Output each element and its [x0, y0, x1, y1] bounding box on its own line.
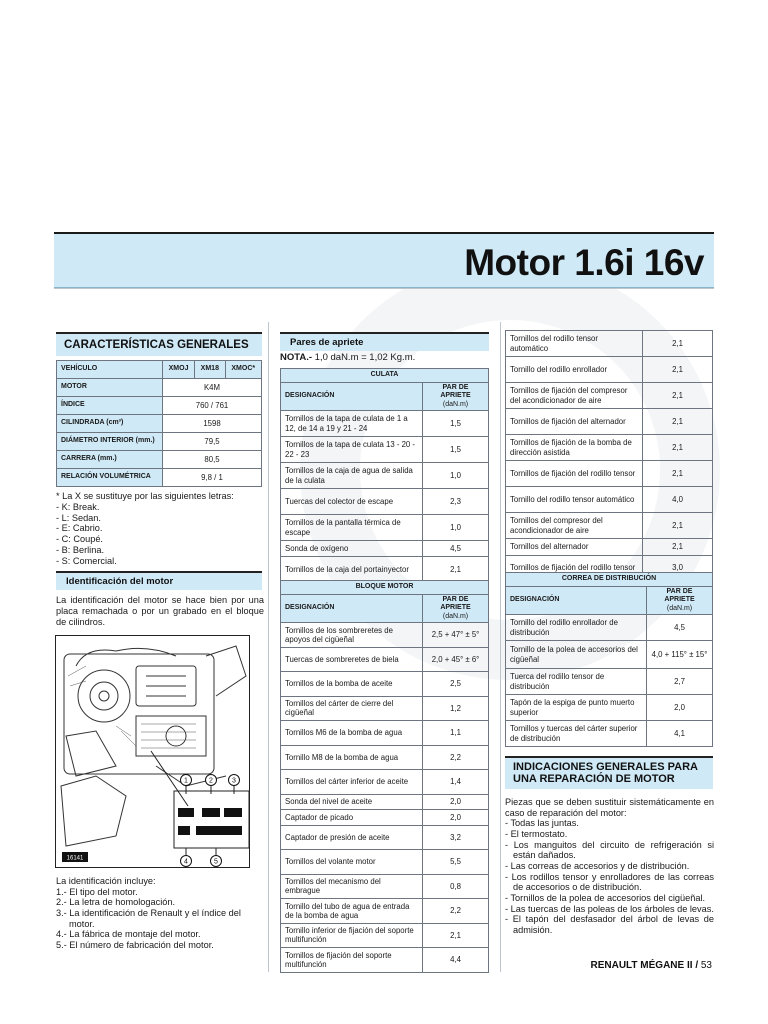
page-footer	[591, 960, 713, 971]
caracteristicas-row	[57, 415, 262, 433]
callout-3: 3	[232, 777, 236, 785]
nota-text: 1,0 daN.m = 1,02 Kg.m.	[312, 352, 416, 363]
col-par-apriete	[423, 595, 489, 623]
table-row	[281, 411, 489, 437]
table-row	[281, 437, 489, 463]
table-row	[506, 513, 713, 539]
callout-2: 2	[209, 777, 213, 785]
identificacion-intro: La identificación del motor se hace bien por una placa remachada o por un grabado en el bloque de cilindros.	[56, 595, 264, 628]
list-item: 3.- La identificación de Renault y el índice del motor.	[56, 908, 241, 929]
indicaciones-item: - El tapón del desfasador del árbol de levas de admisión.	[505, 914, 714, 936]
table-row	[281, 794, 489, 810]
bloque-table	[280, 580, 489, 973]
list-item: 4.- La fábrica de montaje del motor.	[56, 929, 201, 940]
column-divider	[500, 322, 501, 972]
note-line: - S: Comercial.	[56, 555, 117, 566]
indicaciones-item: - El termostato.	[505, 829, 568, 840]
note-line: * La X se sustituye por las siguientes letras:	[56, 491, 234, 501]
letters-note	[56, 491, 266, 566]
par-value-cell: 0,8	[423, 874, 489, 899]
col-par-apriete	[423, 383, 489, 411]
caracteristicas-label: DIÁMETRO INTERIOR (mm.)	[57, 433, 163, 451]
par-value-cell: 2,1	[423, 557, 489, 583]
page-number: 53	[700, 960, 712, 971]
par-value-cell: 2,1	[643, 383, 713, 409]
table-row	[506, 669, 713, 695]
par-value-cell: 2,0	[423, 794, 489, 810]
table-row	[506, 721, 713, 747]
designacion-cell: Tornillos de fijación del alternador	[506, 409, 643, 435]
par-value-cell: 2,0	[423, 810, 489, 826]
par-value-cell: 4,0	[643, 487, 713, 513]
table-header-row	[281, 383, 489, 411]
table-row	[281, 923, 489, 948]
table-title: CORREA DE DISTRIBUCIÓN	[506, 573, 713, 587]
designacion-cell: Tornillo del rodillo tensor automático	[506, 487, 643, 513]
table-row	[281, 810, 489, 826]
designacion-cell: Sonda de oxígeno	[281, 541, 423, 557]
par-value-cell: 4,1	[647, 721, 713, 747]
table-title-row	[281, 581, 489, 595]
list-item: 2.- La letra de homologación.	[56, 897, 176, 908]
designacion-cell: Tornillos de fijación del rodillo tensor	[506, 555, 643, 581]
table-header-row	[281, 595, 489, 623]
table-row	[506, 695, 713, 721]
designacion-cell: Tornillos de la bomba de aceite	[281, 672, 423, 697]
table-row	[281, 770, 489, 795]
pares-nota	[280, 352, 492, 363]
table-row	[506, 331, 713, 357]
note-line: - B: Berlina.	[56, 544, 104, 555]
par-value-cell: 1,5	[423, 437, 489, 463]
designacion-cell: Sonda del nivel de aceite	[281, 794, 423, 810]
note-line: - E: Cabrio.	[56, 523, 103, 534]
designacion-cell: Tornillos de fijación de la bomba de dirección asistida	[506, 435, 643, 461]
table-row	[281, 489, 489, 515]
designacion-cell: Tornillos y tuercas del cárter superior de distribución	[506, 721, 647, 747]
par-value-cell: 5,5	[423, 850, 489, 875]
designacion-cell: Tornillos del volante motor	[281, 850, 423, 875]
designacion-cell: Tuercas del colector de escape	[281, 489, 423, 515]
col-vehiculo: VEHÍCULO	[57, 361, 163, 379]
caracteristicas-value: 80,5	[163, 451, 262, 469]
indicaciones-item: - Las tuercas de las poleas de los árboles de levas.	[505, 903, 714, 914]
col-par-label: PAR DE APRIETE	[440, 596, 471, 612]
par-value-cell: 2,3	[423, 489, 489, 515]
caracteristicas-value: K4M	[163, 379, 262, 397]
note-line: - C: Coupé.	[56, 534, 103, 545]
par-value-cell: 4,0 + 115° ± 15°	[647, 641, 713, 669]
par-value-cell: 2,1	[643, 409, 713, 435]
designacion-cell: Tornillos de la caja del portainyector	[281, 557, 423, 583]
par-value-cell: 4,5	[647, 615, 713, 641]
callout-4: 4	[184, 858, 188, 866]
par-value-cell: 2,5 + 47° ± 5°	[423, 623, 489, 648]
col-xmoc: XMOC*	[225, 361, 261, 379]
column-divider	[268, 322, 269, 972]
table-row	[281, 557, 489, 583]
designacion-cell: Tornillo de la polea de accesorios del cigüeñal	[506, 641, 647, 669]
designacion-cell: Tornillos M6 de la bomba de agua	[281, 721, 423, 746]
designacion-cell: Tornillo inferior de fijación del soporte multifunción	[281, 923, 423, 948]
table-row	[506, 615, 713, 641]
designacion-cell: Tornillos de fijación del compresor del acondicionador de aire	[506, 383, 643, 409]
table-row	[506, 383, 713, 409]
table-row	[281, 899, 489, 924]
par-value-cell: 2,5	[423, 672, 489, 697]
engine-figure	[55, 635, 250, 868]
nota-label: NOTA.-	[280, 352, 313, 363]
indicaciones-intro: Piezas que se deben sustituir sistemáticamente en caso de reparación del motor:	[505, 797, 714, 818]
list-item: 1.- El tipo del motor.	[56, 886, 138, 897]
par-value-cell: 1,0	[423, 515, 489, 541]
table-title-row	[281, 369, 489, 383]
col-par-label: PAR DE APRIETE	[664, 588, 695, 604]
table-row	[281, 541, 489, 557]
col-designacion: DESIGNACIÓN	[506, 587, 647, 615]
table-row	[506, 461, 713, 487]
correa-table	[505, 572, 713, 747]
caracteristicas-label: CARRERA (mm.)	[57, 451, 163, 469]
table-row	[281, 515, 489, 541]
caracteristicas-value: 760 / 761	[163, 397, 262, 415]
table-row	[281, 721, 489, 746]
col-par-unit: (daN.m)	[666, 604, 693, 612]
culata-table	[280, 368, 489, 583]
indicaciones-item: - Las correas de accesorios y de distribución.	[505, 861, 690, 872]
accesorios-table	[505, 330, 713, 582]
table-row	[281, 874, 489, 899]
table-row	[281, 623, 489, 648]
caracteristicas-value: 9,8 / 1	[163, 469, 262, 487]
indicaciones-item: - Los manguitos del circuito de refrigeración si están dañados.	[505, 839, 714, 861]
designacion-cell: Captador de presión de aceite	[281, 825, 423, 850]
table-row	[281, 463, 489, 489]
designacion-cell: Tuerca del rodillo tensor de distribución	[506, 669, 647, 695]
par-value-cell: 1,4	[423, 770, 489, 795]
caracteristicas-label: CILINDRADA (cm³)	[57, 415, 163, 433]
designacion-cell: Tornillo M8 de la bomba de agua	[281, 745, 423, 770]
table-row	[281, 745, 489, 770]
col-par-unit: (daN.m)	[442, 400, 469, 408]
caracteristicas-value: 79,5	[163, 433, 262, 451]
caracteristicas-heading: CARACTERÍSTICAS GENERALES	[56, 332, 262, 356]
par-value-cell: 2,2	[423, 899, 489, 924]
table-row	[281, 948, 489, 973]
par-value-cell: 2,0 + 45° ± 6°	[423, 647, 489, 672]
col-xmoj: XMOJ	[163, 361, 195, 379]
col-designacion: DESIGNACIÓN	[281, 383, 423, 411]
designacion-cell: Tornillos de los sombreretes de apoyos del cigüeñal	[281, 623, 423, 648]
figure-code: 16141	[66, 855, 84, 862]
indicaciones-item: - Los rodillos tensor y enrolladores de las correas de accesorios o de distribución.	[505, 871, 714, 893]
par-value-cell: 3,0	[643, 555, 713, 581]
designacion-cell: Tornillos de la pantalla térmica de escape	[281, 515, 423, 541]
designacion-cell: Tornillo del rodillo enrollador	[506, 357, 643, 383]
table-row	[506, 539, 713, 556]
par-value-cell: 2,1	[643, 357, 713, 383]
designacion-cell: Tornillos de la tapa de culata de 1 a 12, de 14 a 19 y 21 - 24	[281, 411, 423, 437]
indicaciones-heading	[505, 756, 713, 789]
par-value-cell: 1,2	[423, 696, 489, 721]
caracteristicas-row	[57, 451, 262, 469]
caracteristicas-label: RELACIÓN VOLUMÉTRICA	[57, 469, 163, 487]
col-par-apriete	[647, 587, 713, 615]
designacion-cell: Tuercas de sombreretes de biela	[281, 647, 423, 672]
col-par-label: PAR DE APRIETE	[440, 384, 471, 400]
table-row	[281, 696, 489, 721]
designacion-cell: Captador de picado	[281, 810, 423, 826]
divider	[54, 288, 714, 289]
caracteristicas-table	[56, 360, 262, 487]
table-title: CULATA	[281, 369, 489, 383]
designacion-cell: Tornillos del cárter inferior de aceite	[281, 770, 423, 795]
par-value-cell: 3,2	[423, 825, 489, 850]
par-value-cell: 4,4	[423, 948, 489, 973]
table-row	[506, 409, 713, 435]
caracteristicas-value: 1598	[163, 415, 262, 433]
par-value-cell: 2,1	[643, 539, 713, 556]
designacion-cell: Tornillos del mecanismo del embrague	[281, 874, 423, 899]
designacion-cell: Tornillo del tubo de agua de entrada de la bomba de agua	[281, 899, 423, 924]
table-header-row	[506, 587, 713, 615]
footer-brand: RENAULT MÉGANE II /	[590, 960, 701, 971]
identificacion-list	[56, 876, 266, 951]
designacion-cell: Tornillos del compresor del acondicionador de aire	[506, 513, 643, 539]
page-header	[54, 232, 714, 288]
table-row	[281, 825, 489, 850]
caracteristicas-row	[57, 469, 262, 487]
page-title: Motor 1.6i 16v	[464, 242, 704, 283]
col-xm18: XM18	[195, 361, 225, 379]
caracteristicas-row	[57, 397, 262, 415]
table-title-row	[506, 573, 713, 587]
designacion-cell: Tornillo del rodillo enrollador de distribución	[506, 615, 647, 641]
indicaciones-heading-line: UNA REPARACIÓN DE MOTOR	[513, 772, 675, 785]
table-row	[281, 647, 489, 672]
indicaciones-heading-line: INDICACIONES GENERALES PARA	[513, 761, 698, 773]
caracteristicas-label: MOTOR	[57, 379, 163, 397]
table-title: BLOQUE MOTOR	[281, 581, 489, 595]
par-value-cell: 1,1	[423, 721, 489, 746]
designacion-cell: Tornillos de fijación del rodillo tensor	[506, 461, 643, 487]
par-value-cell: 2,1	[643, 435, 713, 461]
par-value-cell: 2,0	[647, 695, 713, 721]
par-value-cell: 2,1	[643, 461, 713, 487]
caracteristicas-row	[57, 433, 262, 451]
engine-drawing	[56, 636, 250, 868]
par-value-cell: 4,5	[423, 541, 489, 557]
caracteristicas-label: ÍNDICE	[57, 397, 163, 415]
table-row	[506, 435, 713, 461]
designacion-cell: Tapón de la espiga de punto muerto superior	[506, 695, 647, 721]
designacion-cell: Tornillos del cárter de cierre del cigüeñal	[281, 696, 423, 721]
callout-1: 1	[184, 777, 188, 785]
par-value-cell: 2,1	[643, 331, 713, 357]
col-par-unit: (daN.m)	[442, 612, 469, 620]
indicaciones-body	[505, 797, 714, 936]
par-value-cell: 2,7	[647, 669, 713, 695]
note-line: - L: Sedan.	[56, 512, 101, 523]
par-value-cell: 2,1	[643, 513, 713, 539]
par-value-cell: 2,1	[423, 923, 489, 948]
note-line: - K: Break.	[56, 501, 100, 512]
table-row	[506, 641, 713, 669]
par-value-cell: 2,2	[423, 745, 489, 770]
designacion-cell: Tornillos de fijación del soporte multifunción	[281, 948, 423, 973]
designacion-cell: Tornillos de la caja de agua de salida de la culata	[281, 463, 423, 489]
designacion-cell: Tornillos del rodillo tensor automático	[506, 331, 643, 357]
list-title: La identificación incluye:	[56, 876, 156, 886]
designacion-cell: Tornillos de la tapa de culata 13 - 20 - 22 - 23	[281, 437, 423, 463]
table-row	[506, 487, 713, 513]
pares-heading: Pares de apriete	[280, 332, 489, 351]
designacion-cell: Tornillos del alternador	[506, 539, 643, 556]
table-row	[281, 850, 489, 875]
col-designacion: DESIGNACIÓN	[281, 595, 423, 623]
indicaciones-item: - Tornillos de la polea de accesorios del cigüeñal.	[505, 893, 706, 904]
table-row	[281, 672, 489, 697]
list-item: 5.- El número de fabricación del motor.	[56, 940, 214, 951]
callout-5: 5	[214, 858, 218, 866]
caracteristicas-row	[57, 379, 262, 397]
table-row	[506, 357, 713, 383]
par-value-cell: 1,5	[423, 411, 489, 437]
par-value-cell: 1,0	[423, 463, 489, 489]
indicaciones-item: - Todas las juntas.	[505, 818, 579, 829]
identificacion-heading: Identificación del motor	[56, 571, 262, 590]
